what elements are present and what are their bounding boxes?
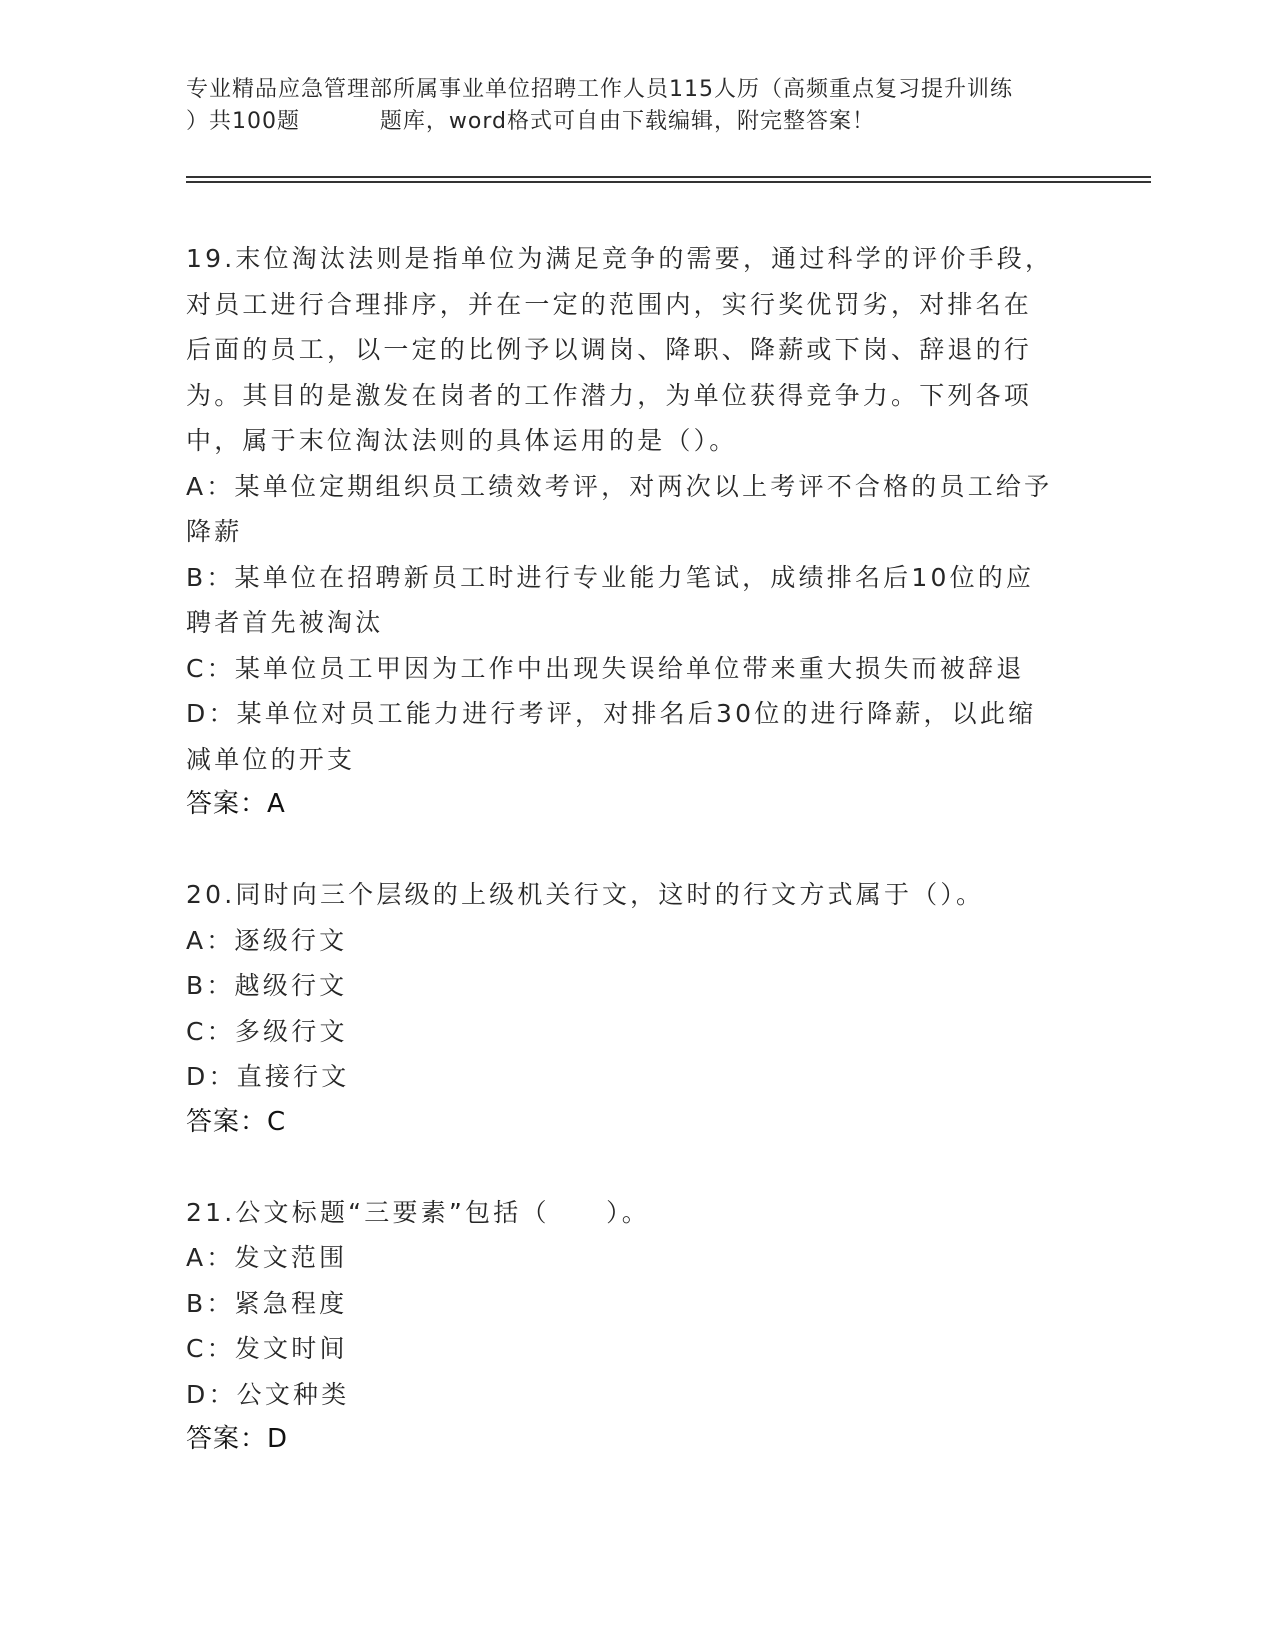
question-list [186,236,1066,1462]
option-a [186,464,1066,555]
option-b: B：紧急程度 [186,1288,348,1318]
question-text-line: 对员工进行合理排序，并在一定的范围内，实行奖优罚劣，对排名在 [186,289,1033,319]
document-header [186,74,1086,138]
header-divider-top [186,176,1151,178]
option-d: D：直接行文 [186,1062,350,1091]
header-title-line-1: 专业精品应急管理部所属事业单位招聘工作人员115人历（高频重点复习提升训练 [186,77,1013,102]
header-title-line-2: ）共100题 题库，word格式可自由下载编辑，附完整答案！ [186,109,876,134]
option-c: C：发文时间 [186,1334,348,1363]
option-d: D：公文种类 [186,1379,350,1409]
option-text-line: D：某单位对员工能力进行考评，对排名后30位的进行降薪，以此缩 [186,699,1037,728]
option-d [186,691,1066,782]
option-c: C：多级行文 [186,1016,348,1046]
option-c [186,646,1066,692]
option-text-line: 聘者首先被淘汰 [186,608,384,637]
question-spacer [186,1145,1066,1190]
option-b [186,555,1066,646]
header-divider-bottom [186,181,1151,183]
question-19 [186,236,1066,827]
option-text-line: C：某单位员工甲因为工作中出现失误给单位带来重大损失而被辞退 [186,653,1025,683]
question-21 [186,1190,1066,1463]
option-b: B：越级行文 [186,971,348,1000]
option-text-line: B：某单位在招聘新员工时进行专业能力笔试，成绩排名后10位的应 [186,562,1035,592]
answer-label: 答案：C [186,1106,287,1137]
question-text-line: 21.公文标题“三要素”包括（ ）。 [186,1197,650,1227]
question-spacer [186,827,1066,872]
answer-label: 答案：A [186,789,286,819]
question-text-line: 为。其目的是激发在岗者的工作潜力，为单位获得竞争力。下列各项 [186,380,1033,410]
option-a: A：发文范围 [186,1243,348,1272]
answer-label: 答案：D [186,1424,289,1454]
question-text-line: 中，属于末位淘汰法则的具体运用的是（）。 [186,426,738,455]
question-text-line: 20.同时向三个层级的上级机关行文，这时的行文方式属于（）。 [186,880,985,909]
question-20 [186,872,1066,1145]
question-text-line: 后面的员工，以一定的比例予以调岗、降职、降薪或下岗、辞退的行 [186,335,1033,364]
option-text-line: A：某单位定期组织员工绩效考评，对两次以上考评不合格的员工给予 [186,471,1053,501]
question-text-line: 19.末位淘汰法则是指单位为满足竞争的需要，通过科学的评价手段， [186,244,1054,273]
option-text-line: 减单位的开支 [186,744,356,774]
option-text-line: 降薪 [186,517,243,546]
option-a: A：逐级行文 [186,925,348,955]
